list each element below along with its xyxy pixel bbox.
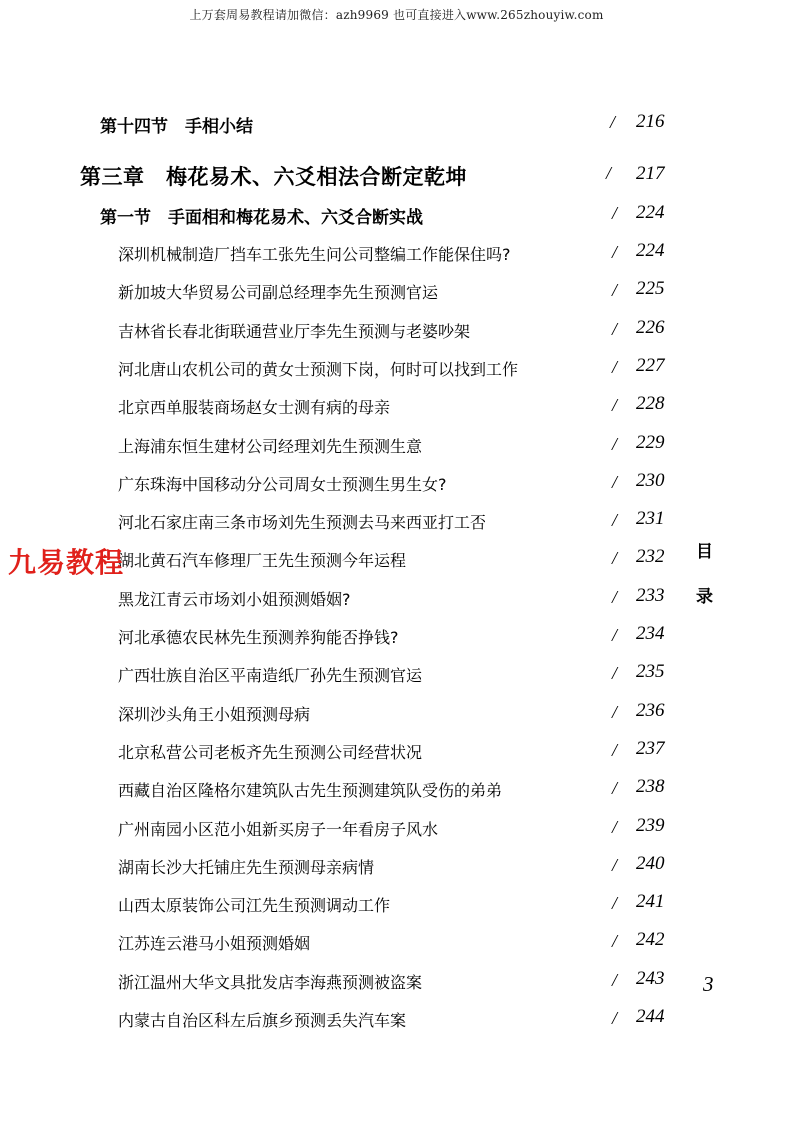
toc-separator: / bbox=[612, 433, 618, 454]
toc-page-number: 231 bbox=[636, 508, 665, 530]
toc-separator: / bbox=[612, 242, 618, 262]
watermark-logo: 九易教程 bbox=[8, 546, 125, 579]
page-number: 3 bbox=[703, 972, 714, 996]
toc-entry-title: 上海浦东恒生建材公司经理刘先生预测生意 bbox=[118, 436, 423, 456]
side-label-char-2: 录 bbox=[696, 587, 713, 607]
toc-separator: / bbox=[612, 969, 618, 990]
toc-entry-title: 内蒙古自治区科左后旗乡预测丢失汽车案 bbox=[118, 1011, 407, 1030]
toc-page-number: 216 bbox=[636, 111, 665, 132]
toc-separator: / bbox=[612, 280, 618, 301]
toc-separator: / bbox=[612, 510, 618, 531]
toc-entry-title: 河北承德农民林先生预测养狗能否挣钱? bbox=[118, 628, 399, 647]
toc-page-number: 241 bbox=[636, 891, 665, 913]
toc-entry-title: 北京西单服装商场赵女士测有病的母亲 bbox=[118, 398, 391, 418]
toc-separator: / bbox=[612, 471, 618, 492]
header-text: 上万套周易教程请加微信：azh9969 也可直接进入www.265zhouyiw.com bbox=[189, 8, 604, 22]
toc-separator: / bbox=[612, 395, 618, 416]
toc-separator: / bbox=[612, 663, 618, 684]
toc-page-number: 224 bbox=[636, 240, 665, 261]
toc-separator: / bbox=[612, 203, 618, 223]
toc-page-number: 227 bbox=[636, 354, 665, 376]
toc-page-number: 243 bbox=[636, 967, 665, 989]
toc-separator: / bbox=[612, 931, 618, 952]
toc-section-title: 第一节 手面相和梅花易术、六爻合断实战 bbox=[100, 208, 423, 228]
toc-section-title: 第十四节 手相小结 bbox=[100, 117, 253, 137]
toc-page-number: 228 bbox=[636, 393, 665, 415]
toc-separator: / bbox=[612, 854, 618, 875]
toc-separator: / bbox=[612, 739, 618, 760]
toc-entry-title: 深圳机械制造厂挡车工张先生问公司整编工作能保住吗? bbox=[118, 245, 511, 264]
toc-entry-title: 深圳沙头角王小姐预测母病 bbox=[118, 704, 311, 724]
toc-entry-title: 湖北黄石汽车修理厂王先生预测今年运程 bbox=[118, 551, 407, 571]
toc-entry-title: 山西太原装饰公司江先生预测调动工作 bbox=[118, 896, 391, 916]
toc-entry-title: 河北石家庄南三条市场刘先生预测去马来西亚打工否 bbox=[118, 513, 487, 533]
toc-page-number: 232 bbox=[636, 546, 665, 568]
toc-separator: / bbox=[612, 318, 618, 339]
toc-separator: / bbox=[612, 625, 618, 645]
toc-separator: / bbox=[612, 778, 618, 799]
toc-separator: / bbox=[612, 816, 618, 837]
toc-page-number: 235 bbox=[636, 661, 665, 683]
toc-page-number: 234 bbox=[636, 623, 665, 644]
toc-entry-title: 广州南园小区范小姐新买房子一年看房子风水 bbox=[118, 819, 439, 839]
toc-entry-title: 江苏连云港马小姐预测婚姻 bbox=[118, 934, 311, 954]
toc-page-number: 237 bbox=[636, 737, 665, 759]
toc-separator: / bbox=[610, 112, 616, 132]
toc-page-number: 238 bbox=[636, 776, 665, 798]
toc-separator: / bbox=[612, 548, 618, 569]
toc-page-number: 224 bbox=[636, 202, 665, 223]
toc-page-number: 226 bbox=[636, 316, 665, 338]
toc-entry-title: 浙江温州大华文具批发店李海燕预测被盗案 bbox=[118, 972, 423, 992]
toc-page-number: 239 bbox=[636, 814, 665, 836]
toc-separator: / bbox=[606, 163, 612, 183]
toc-entry-title: 吉林省长春北街联通营业厅李先生预测与老婆吵架 bbox=[118, 321, 471, 341]
toc-separator: / bbox=[612, 586, 618, 607]
toc-separator: / bbox=[612, 893, 618, 914]
toc-chapter-title: 第三章 梅花易术、六爻相法合断定乾坤 bbox=[80, 165, 467, 189]
toc-page-number: 229 bbox=[636, 431, 665, 453]
toc-entry-title: 黑龙江青云市场刘小姐预测婚姻? bbox=[118, 589, 351, 609]
toc-page-number: 225 bbox=[636, 278, 665, 300]
side-label-char-1: 目 bbox=[696, 542, 713, 562]
toc-page-number: 236 bbox=[636, 699, 665, 721]
toc-entry-title: 北京私营公司老板齐先生预测公司经营状况 bbox=[118, 742, 423, 762]
toc-entry-title: 湖南长沙大托铺庄先生预测母亲病情 bbox=[118, 857, 375, 877]
toc-entry-title: 西藏自治区隆格尔建筑队古先生预测建筑队受伤的弟弟 bbox=[118, 781, 503, 801]
toc-separator: / bbox=[612, 701, 618, 722]
toc-entry-title: 河北唐山农机公司的黄女士预测下岗，何时可以找到工作 bbox=[118, 359, 519, 379]
toc-separator: / bbox=[612, 1008, 618, 1028]
toc-page-number: 244 bbox=[636, 1006, 665, 1027]
toc-page-number: 233 bbox=[636, 584, 665, 606]
toc-entry-title: 广西壮族自治区平南造纸厂孙先生预测官运 bbox=[118, 666, 423, 686]
toc-page-number: 217 bbox=[636, 163, 665, 184]
toc-page-number: 242 bbox=[636, 929, 665, 951]
toc-separator: / bbox=[612, 356, 618, 377]
toc-entry-title: 广东珠海中国移动分公司周女士预测生男生女? bbox=[118, 474, 447, 494]
toc-entry-title: 新加坡大华贸易公司副总经理李先生预测官运 bbox=[118, 283, 439, 303]
toc-page-number: 230 bbox=[636, 469, 665, 491]
toc-page-number: 240 bbox=[636, 852, 665, 874]
